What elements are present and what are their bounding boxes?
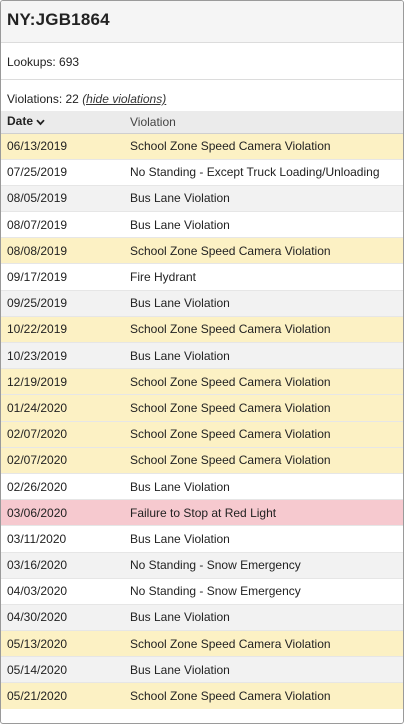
violation-date: 05/21/2020 [1,683,126,709]
table-header-row [1,111,403,133]
violation-type: Fire Hydrant [126,264,403,290]
table-row [1,159,403,185]
violation-date: 12/19/2019 [1,369,126,395]
violations-count: Violations: 22 [7,92,79,106]
violation-date: 02/07/2020 [1,421,126,447]
violation-type: No Standing - Snow Emergency [126,552,403,578]
table-row [1,657,403,683]
table-row [1,447,403,473]
violation-type: Bus Lane Violation [126,343,403,369]
table-row [1,604,403,630]
plate-header [1,1,403,43]
violation-type: Bus Lane Violation [126,185,403,211]
table-row [1,290,403,316]
violation-type: Bus Lane Violation [126,290,403,316]
violation-date: 09/25/2019 [1,290,126,316]
violations-table [1,111,403,709]
violation-date: 04/30/2020 [1,604,126,630]
lookups-text: Lookups: 693 [7,55,80,69]
table-row [1,500,403,526]
table-row [1,212,403,238]
lookups-count [1,43,403,80]
table-row [1,526,403,552]
violation-type: School Zone Speed Camera Violation [126,631,403,657]
table-row [1,552,403,578]
table-row [1,185,403,211]
violation-date: 07/25/2019 [1,159,126,185]
plate-title: NY:JGB1864 [7,10,110,29]
table-row [1,683,403,709]
violation-date: 08/05/2019 [1,185,126,211]
violation-date: 03/11/2020 [1,526,126,552]
violation-type: School Zone Speed Camera Violation [126,447,403,473]
date-column-label: Date [7,114,34,129]
date-column-header[interactable] [1,111,126,133]
table-row [1,473,403,499]
violation-date: 06/13/2019 [1,133,126,159]
violation-type: School Zone Speed Camera Violation [126,683,403,709]
violation-column-header [126,111,403,133]
violation-date: 08/08/2019 [1,238,126,264]
table-row [1,395,403,421]
violation-date: 10/22/2019 [1,316,126,342]
violation-type: School Zone Speed Camera Violation [126,316,403,342]
violation-type: Bus Lane Violation [126,657,403,683]
table-row [1,421,403,447]
violation-date: 08/07/2019 [1,212,126,238]
violation-type: No Standing - Snow Emergency [126,578,403,604]
violation-type: Bus Lane Violation [126,212,403,238]
violation-date: 02/26/2020 [1,473,126,499]
table-row [1,343,403,369]
violation-type: Failure to Stop at Red Light [126,500,403,526]
violation-date: 05/14/2020 [1,657,126,683]
violation-date: 04/03/2020 [1,578,126,604]
violations-table-body [1,133,403,709]
table-row [1,316,403,342]
violation-type: Bus Lane Violation [126,604,403,630]
table-row [1,631,403,657]
table-row [1,238,403,264]
violation-type: Bus Lane Violation [126,526,403,552]
violation-type: School Zone Speed Camera Violation [126,238,403,264]
violation-type: No Standing - Except Truck Loading/Unloading [126,159,403,185]
violation-date: 03/06/2020 [1,500,126,526]
table-row [1,578,403,604]
table-row [1,264,403,290]
table-row [1,369,403,395]
violation-date: 01/24/2020 [1,395,126,421]
violation-type: School Zone Speed Camera Violation [126,395,403,421]
violation-date: 05/13/2020 [1,631,126,657]
violation-type: School Zone Speed Camera Violation [126,133,403,159]
violation-date: 10/23/2019 [1,343,126,369]
violation-type: School Zone Speed Camera Violation [126,369,403,395]
chevron-down-icon [36,115,45,129]
violation-date: 09/17/2019 [1,264,126,290]
violation-type: School Zone Speed Camera Violation [126,421,403,447]
violation-type: Bus Lane Violation [126,473,403,499]
hide-violations-link[interactable]: (hide violations) [82,92,167,106]
violation-column-label: Violation [130,114,176,129]
violation-date: 03/16/2020 [1,552,126,578]
violation-date: 02/07/2020 [1,447,126,473]
table-row [1,133,403,159]
violations-summary [1,80,403,111]
